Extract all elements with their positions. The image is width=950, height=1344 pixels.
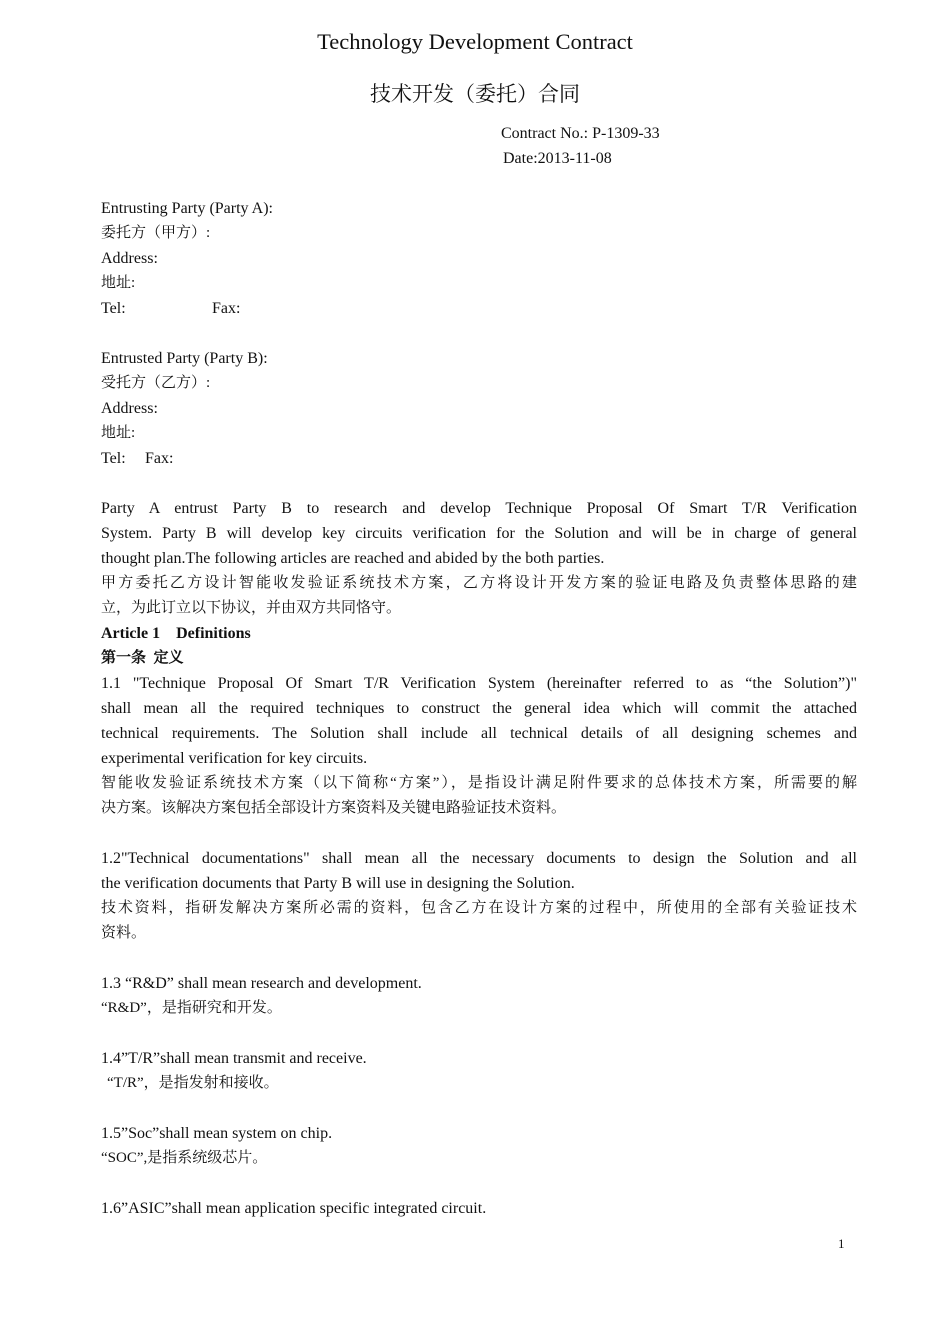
page-number: 1 [838, 1236, 845, 1251]
party-a-fax: Fax: [212, 300, 241, 317]
party-a-address-cn: 地址: [101, 275, 136, 291]
definition-1-2-cn-line: 技术资料，指研发解决方案所必需的资料，包含乙方在设计方案的过程中，所使用的全部有关验证技术 [101, 900, 857, 916]
definition-1-4-cn: “T/R”，是指发射和接收。 [107, 1075, 279, 1091]
document-body [101, 196, 857, 1221]
party-a-label-cn: 委托方（甲方）: [101, 225, 211, 241]
party-b-tel: Tel: [101, 450, 126, 467]
article-1-heading-cn: 第一条 定义 [101, 650, 184, 666]
definition-1-1-en-line: 1.1 "Technique Proposal Of Smart T/R Verification System (hereinafter referred to as “the Solution”)" [101, 675, 857, 692]
definition-1-2-cn-line: 资料。 [101, 925, 147, 941]
definition-1-6-en: 1.6”ASIC”shall mean application specific integrated circuit. [101, 1200, 487, 1217]
definition-1-1-en-line: experimental verification for key circuits. [101, 750, 368, 767]
party-a-contact [101, 296, 857, 321]
document-title-en: Technology Development Contract [317, 29, 633, 54]
party-a-label-en: Entrusting Party (Party A): [101, 200, 273, 217]
party-a-tel: Tel: [101, 300, 126, 317]
contract-number: Contract No.: P-1309-33 [501, 125, 660, 142]
party-b-fax: Fax: [145, 450, 174, 467]
party-a-address-en: Address: [101, 250, 158, 267]
definition-1-1-en-line: technical requirements. The Solution shall include all technical details of all designing schemes and [101, 725, 857, 742]
definition-1-3-en: 1.3 “R&D” shall mean research and development. [101, 975, 422, 992]
party-b-label-cn: 受托方（乙方）: [101, 375, 211, 391]
definition-1-4-en: 1.4”T/R”shall mean transmit and receive. [101, 1050, 367, 1067]
intro-en-line: Party A entrust Party B to research and develop Technique Proposal Of Smart T/R Verification [101, 500, 857, 517]
intro-cn-line: 甲方委托乙方设计智能收发验证系统技术方案，乙方将设计开发方案的验证电路及负责整体思路的建 [101, 575, 857, 591]
intro-en-line: thought plan.The following articles are reached and abided by the both parties. [101, 550, 605, 567]
contract-date: Date:2013-11-08 [503, 150, 612, 167]
intro-cn-line: 立，为此订立以下协议，并由双方共同恪守。 [101, 600, 402, 616]
party-b-address-en: Address: [101, 400, 158, 417]
definition-1-2-en-line: the verification documents that Party B will use in designing the Solution. [101, 875, 575, 892]
party-b-address-cn: 地址: [101, 425, 136, 441]
definition-1-1-cn-line: 决方案。该解决方案包括全部设计方案资料及关键电路验证技术资料。 [101, 800, 567, 816]
party-b-label-en: Entrusted Party (Party B): [101, 350, 268, 367]
party-b-contact [101, 446, 857, 471]
definition-1-1-en-line: shall mean all the required techniques to construct the general idea which will commit the attached [101, 700, 857, 717]
article-1-heading-en: Article 1 Definitions [101, 625, 251, 642]
definition-1-5-cn: “SOC”,是指系统级芯片。 [101, 1150, 268, 1166]
definition-1-5-en: 1.5”Soc”shall mean system on chip. [101, 1125, 333, 1142]
document-title-cn: 技术开发（委托）合同 [370, 82, 580, 106]
definition-1-1-cn-line: 智能收发验证系统技术方案（以下简称“方案”），是指设计满足附件要求的总体技术方案，所需要的解 [101, 775, 857, 791]
intro-en-line: System. Party B will develop key circuits verification for the Solution and will be in charge of general [101, 525, 857, 542]
definition-1-3-cn: “R&D”，是指研究和开发。 [101, 1000, 282, 1016]
definition-1-2-en-line: 1.2"Technical documentations" shall mean all the necessary documents to design the Solution and all [101, 850, 857, 867]
